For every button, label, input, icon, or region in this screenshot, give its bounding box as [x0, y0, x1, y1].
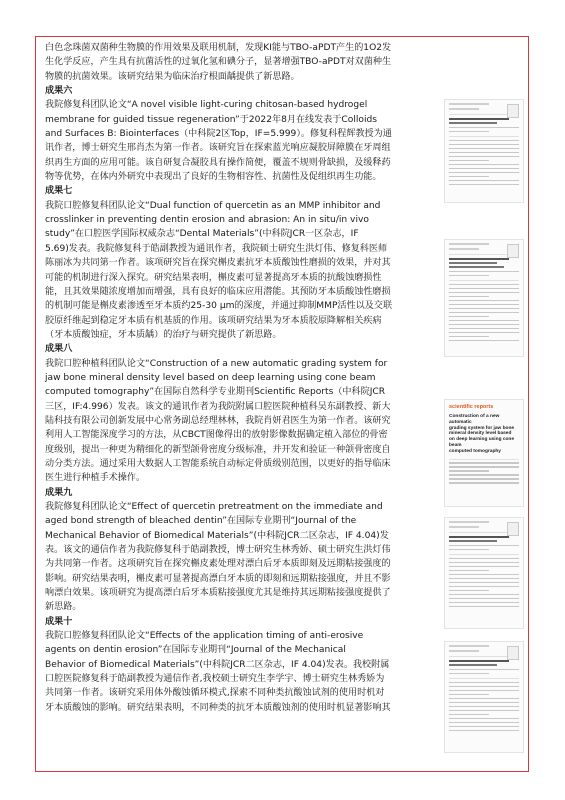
paper-thumbnail-jmbbm-1 — [444, 517, 524, 629]
text-line: crosslinker in preventing dentin erosion and abrasion: An in situ/in vivo — [45, 215, 369, 226]
text-line: 表。该文的通信作者为我院修复科于皓副教授，博士研究生林秀娇、硕士研究生洪灯伟 — [45, 545, 391, 556]
section-heading: 成果十 — [45, 616, 73, 627]
journal-logo-icon — [507, 104, 519, 118]
section-heading: 成果八 — [45, 344, 73, 355]
text-line: 度级别，提出一种更为精细化的新型颌骨密度分级标准，并开发和验证一种颌骨密度自 — [45, 444, 391, 455]
text-line: 牙本质酸蚀的影响。研究结果表明，不同种类的抗牙本质酸蚀剂的使用时机显著影响其 — [45, 702, 391, 713]
journal-logo-icon — [507, 646, 519, 660]
text-line: 陈丽冰为共同第一作者。该项研究旨在探究槲皮素抗牙本质酸蚀性磨损的效果，并对其 — [45, 258, 391, 269]
scientific-reports-title: Construction of a new automatic grading system for jaw bone mineral density level based on deep learning using cone beam computed tomography — [449, 414, 515, 454]
text-line: 织再生方面的应用可能。该自研复合凝胶具有操作简便，覆盖不规则骨缺损，及缓释药 — [45, 157, 391, 168]
text-line: 共同第一作者。该研究采用体外酸蚀循环模式,探索不同种类抗酸蚀试剂的使用时机对 — [45, 688, 385, 699]
text-line: 物膜的抗菌效果。该研究结果为临床治疗根面龋提供了新思路。 — [45, 71, 300, 82]
text-line: （牙本质酸蚀症，牙本质龋）的治疗与研究提供了新思路。 — [45, 329, 282, 340]
text-line: 我院口腔种植科团队论文“Construction of a new automatic grading system for — [45, 358, 388, 369]
text-line: Mechanical Behavior of Biomedical Materials”(中科院JCR二区杂志，IF 4.04)发 — [45, 530, 389, 541]
text-line: 胶原纤维起到稳定牙本质有机基质的作用。该项研究结果为牙本质胶原降解相关疾病 — [45, 315, 382, 326]
text-line: 我院口腔修复科团队论文“Dual function of quercetin as an MMP inhibitor and — [45, 200, 381, 211]
text-line: 可能的机制进行深入探究。研究结果表明，槲皮素可显著提高牙本质的抗酸蚀磨损性 — [45, 272, 382, 283]
text-line: Behavior of Biomedical Materials”(中科院JCR二区杂志，IF 4.04)发表。我校附属 — [45, 659, 390, 670]
paper-thumbnail-colloids-surfaces — [444, 99, 524, 203]
article-text — [45, 41, 440, 715]
text-line: 我院修复科团队论文“Effect of quercetin pretreatment on the immediate and — [45, 502, 383, 512]
text-line: 利用人工智能深度学习的方法，从CBCT图像得出的放射影像数据确定植入部位的骨密 — [45, 430, 388, 441]
text-line: 能，且其效果随浓度增加而增强，具有良好的临床应用潜能。其预防牙本质酸蚀性磨损 — [45, 286, 391, 297]
paper-thumbnail-scientific-reports — [444, 399, 524, 507]
text-line: 陆科技有限公司创新发展中心常务副总经理林林，我院肖妍君医生为第一作者。该研究 — [45, 415, 391, 426]
text-line: agents on dentin erosion”在国际专业期刊“Journal of the Mechanical — [45, 645, 346, 656]
section-heading: 成果七 — [45, 186, 73, 197]
text-line: jaw bone mineral density level based on deep learning using cone beam — [45, 372, 376, 383]
text-line: 白色念珠菌双菌种生物膜的作用效果及联用机制，发现KI能与TBO-aPDT产生的1O2发 — [45, 43, 392, 53]
text-line: 口腔医院修复科于皓副教授为通信作者,我校硕士研究生李学宇、博士研究生林秀娇为 — [45, 674, 385, 685]
content-frame — [35, 36, 529, 772]
text-line: 影响。研究结果表明，槲皮素可显著提高漂白牙本质的即刻和远期粘接强度，并且不影 — [45, 573, 391, 584]
text-line: 三区，IF:4.996）发表。该文的通讯作者为我院附属口腔医院种植科吴东副教授、新大 — [45, 401, 391, 412]
text-line: 生化学反应，产生具有抗菌活性的过氧化氢和碘分子，显著增强TBO-aPDT对双菌种生 — [45, 57, 392, 68]
text-line: and Surfaces B: Biointerfaces（中科院2区Top，IF=5.999）。修复科程辉教授为通 — [45, 129, 392, 140]
text-line: 医生进行种植手术操作。 — [45, 473, 146, 484]
paper-thumbnail-dental-materials — [444, 239, 524, 357]
text-line: 的机制可能是槲皮素渗透至牙本质约25-30 μm的深度，并通过抑制MMP活性以及交联 — [45, 301, 393, 312]
text-line: computed tomography”在国际自然科学专业期刊Scientific Reports（中科院JCR — [45, 387, 386, 398]
journal-logo-icon — [507, 244, 519, 258]
text-line: aged bond strength of bleached dentin”在国际专业期刊“Journal of the — [45, 516, 357, 527]
section-heading: 成果六 — [45, 86, 73, 97]
text-line: 5.69)发表。我院修复科于皓副教授为通讯作者，我院硕士研究生洪灯伟、修复科医师 — [45, 243, 388, 254]
section-heading: 成果九 — [45, 487, 73, 498]
journal-logo-icon — [507, 522, 519, 536]
paper-thumbnail-jmbbm-2 — [444, 641, 524, 753]
text-line: 为共同第一作者。这项研究旨在探究槲皮素处理对漂白后牙本质即刻及远期粘接强度的 — [45, 559, 391, 570]
scientific-reports-logo: scientific reports — [449, 404, 494, 410]
text-line: 我院口腔修复科团队论文“Effects of the application timing of anti-erosive — [45, 631, 364, 642]
text-line: membrane for guided tissue regeneration”于2022年8月在线发表于Colloids — [45, 114, 377, 125]
text-line: study”在口腔医学国际权威杂志“Dental Materials”(中科院JCR一区杂志，IF — [45, 229, 359, 240]
text-line: 动分类方法。通过采用大数据人工智能系统自动标定骨质级别范围，以更好的指导临床 — [45, 458, 391, 469]
text-line: 新思路。 — [45, 602, 82, 613]
text-line: 我院修复科团队论文“A novel visible light-curing chitosan-based hydrogel — [45, 100, 368, 111]
text-line: 讯作者，博士研究生邢肖杰为第一作者。该研究旨在探索蓝光响应凝胶屏障膜在牙周组 — [45, 143, 391, 154]
text-line: 响漂白效果。该项研究为提高漂白后牙本质粘接强度尤其是维持其远期粘接强度提供了 — [45, 588, 391, 599]
text-line: 物等优势，在体内外研究中表现出了良好的生物相容性、抗菌性及促组织再生功能。 — [45, 172, 382, 183]
